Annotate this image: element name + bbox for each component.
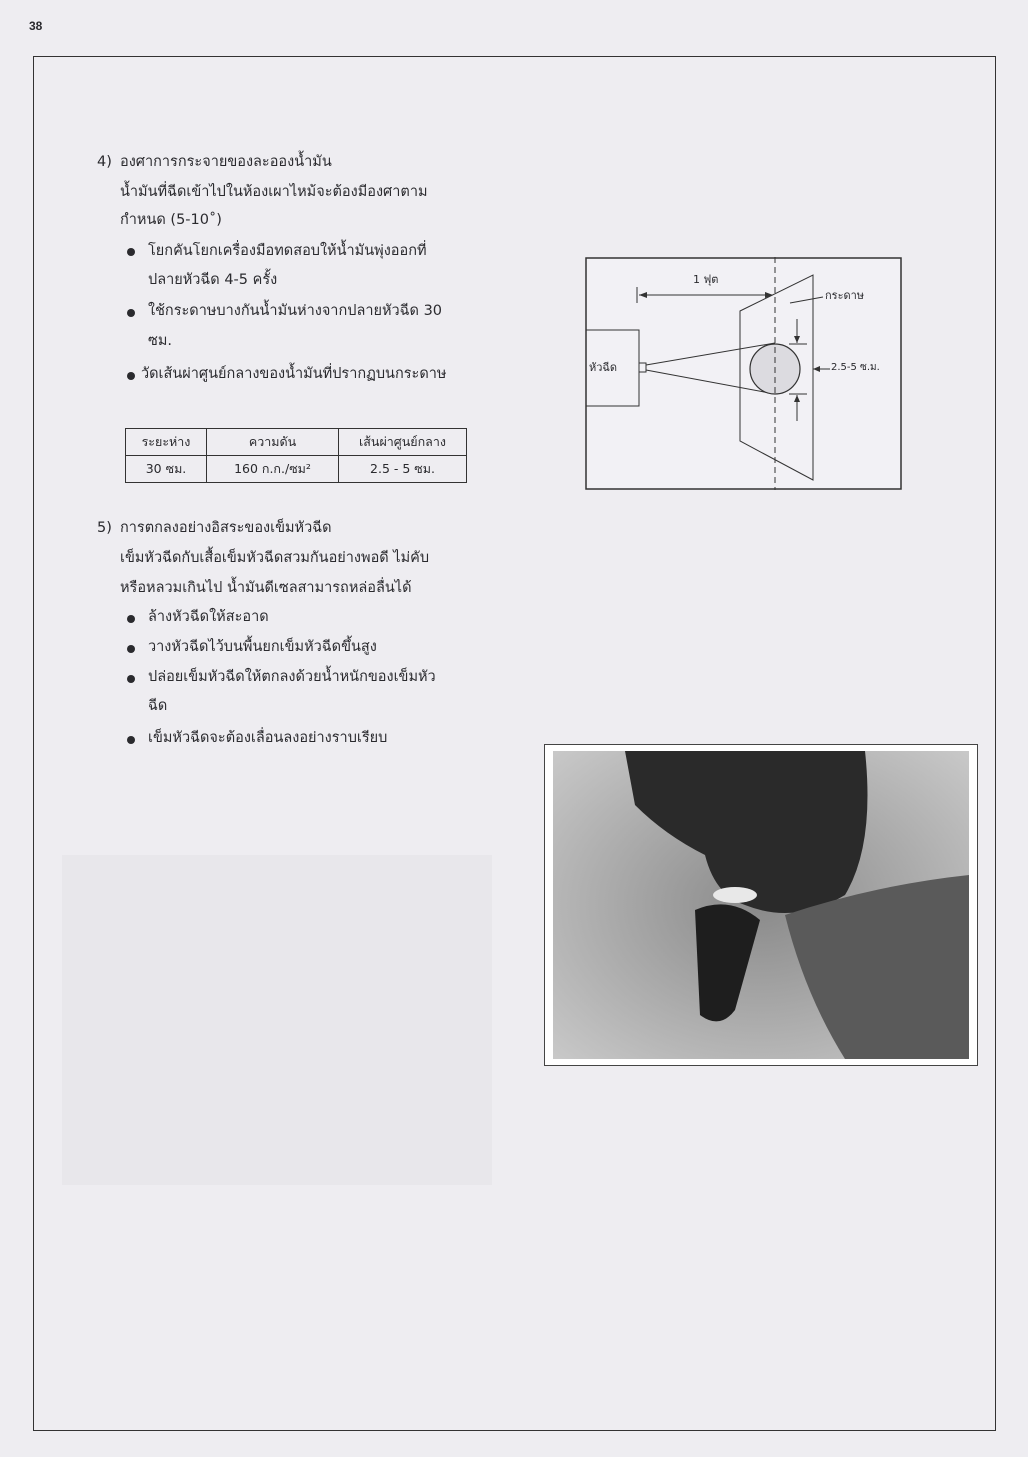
section5-title: การตกลงอย่างอิสระของเข็มหัวฉีด bbox=[120, 520, 332, 536]
section4-bullet-cont: ซม. bbox=[148, 333, 173, 349]
bullet-icon bbox=[127, 309, 135, 317]
table-row bbox=[126, 456, 467, 483]
section4-body-line: น้ำมันที่ฉีดเข้าไปในห้องเผาไหม้จะต้องมีองศาตาม bbox=[120, 184, 428, 200]
table-header: เส้นผ่าศูนย์กลาง bbox=[339, 429, 467, 456]
bullet-icon bbox=[127, 736, 135, 744]
section5-bullet: เข็มหัวฉีดจะต้องเลื่อนลงอย่างราบเรียบ bbox=[148, 730, 388, 746]
section4-bullet-cont: ปลายหัวฉีด 4-5 ครั้ง bbox=[148, 272, 278, 288]
section5-number: 5) bbox=[97, 520, 112, 536]
bullet-icon bbox=[127, 248, 135, 256]
section4-bullet: โยกคันโยกเครื่องมือทดสอบให้น้ำมันพุ่งออกที่ bbox=[148, 243, 427, 259]
bullet-icon bbox=[127, 675, 135, 683]
table-header: ความดัน bbox=[207, 429, 339, 456]
section5-body-line: เข็มหัวฉีดกับเสื้อเข็มหัวฉีดสวมกันอย่างพอดี ไม่คับ bbox=[120, 550, 430, 566]
section4-number: 4) bbox=[97, 154, 112, 170]
nozzle-needle-photo bbox=[544, 744, 978, 1066]
faded-background-area bbox=[62, 855, 492, 1185]
bullet-icon bbox=[127, 615, 135, 623]
distance-label: 1 ฟุต bbox=[693, 273, 719, 286]
spray-test-table bbox=[125, 428, 467, 483]
bullet-icon bbox=[127, 645, 135, 653]
section5-bullet: ล้างหัวฉีดให้สะอาด bbox=[148, 609, 269, 625]
section4-title: องศาการกระจายของละอองน้ำมัน bbox=[120, 154, 332, 170]
table-cell: 2.5 - 5 ซม. bbox=[339, 456, 467, 483]
page-number: 38 bbox=[29, 19, 43, 33]
spray-angle-diagram bbox=[585, 257, 902, 490]
section4-body-line: กำหนด (5-10˚) bbox=[120, 212, 222, 228]
diameter-label: 2.5-5 ซ.ม. bbox=[831, 362, 880, 373]
nozzle-label: หัวฉีด bbox=[589, 361, 618, 374]
table-cell: 30 ซม. bbox=[126, 456, 207, 483]
section5-bullet: วางหัวฉีดไว้บนพื้นยกเข็มหัวฉีดขึ้นสูง bbox=[148, 639, 377, 655]
section4-bullet: วัดเส้นผ่าศูนย์กลางของน้ำมันที่ปรากฏบนกระดาษ bbox=[141, 366, 447, 382]
table-header: ระยะห่าง bbox=[126, 429, 207, 456]
paper-label: กระดาษ bbox=[825, 289, 865, 302]
bullet-icon bbox=[127, 372, 135, 380]
section5-bullet-cont: ฉีด bbox=[148, 698, 168, 714]
table-header-row bbox=[126, 429, 467, 456]
section5-body-line: หรือหลวมเกินไป น้ำมันดีเซลสามารถหล่อลื่นได้ bbox=[120, 580, 412, 596]
section4-bullet: ใช้กระดาษบางกันน้ำมันห่างจากปลายหัวฉีด 30 bbox=[148, 303, 443, 319]
table-cell: 160 ก.ก./ซม² bbox=[207, 456, 339, 483]
section5-bullet: ปล่อยเข็มหัวฉีดให้ตกลงด้วยน้ำหนักของเข็มหัว bbox=[148, 669, 436, 685]
